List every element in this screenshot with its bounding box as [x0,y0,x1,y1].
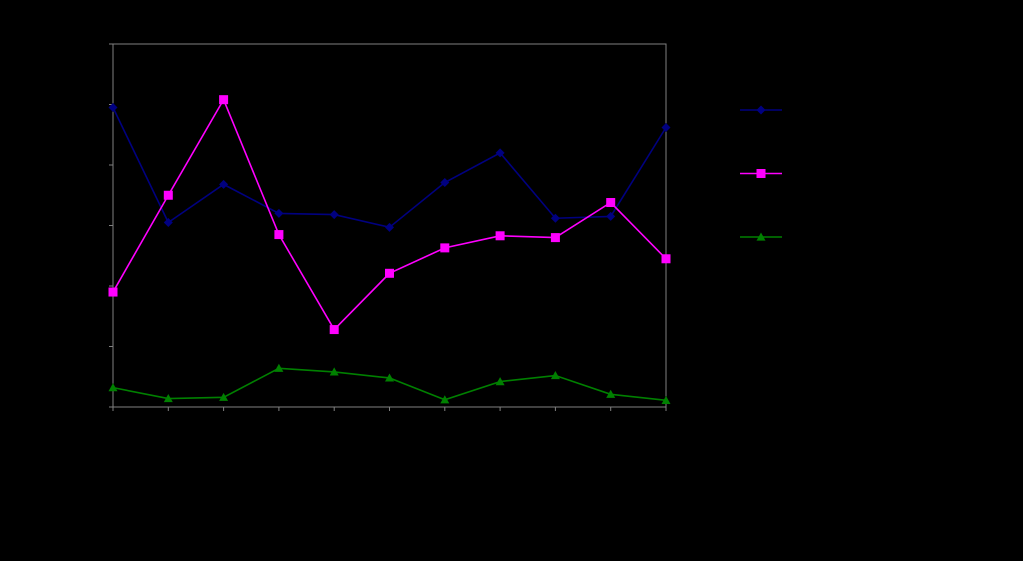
data-point [662,254,671,263]
data-point [606,198,615,207]
data-point [496,231,505,240]
data-point [385,269,394,278]
data-point [109,288,118,297]
data-point [330,325,339,334]
data-point [274,230,283,239]
data-point [164,191,173,200]
data-point [551,233,560,242]
data-point [757,169,766,178]
data-point [219,95,228,104]
data-point [440,243,449,252]
